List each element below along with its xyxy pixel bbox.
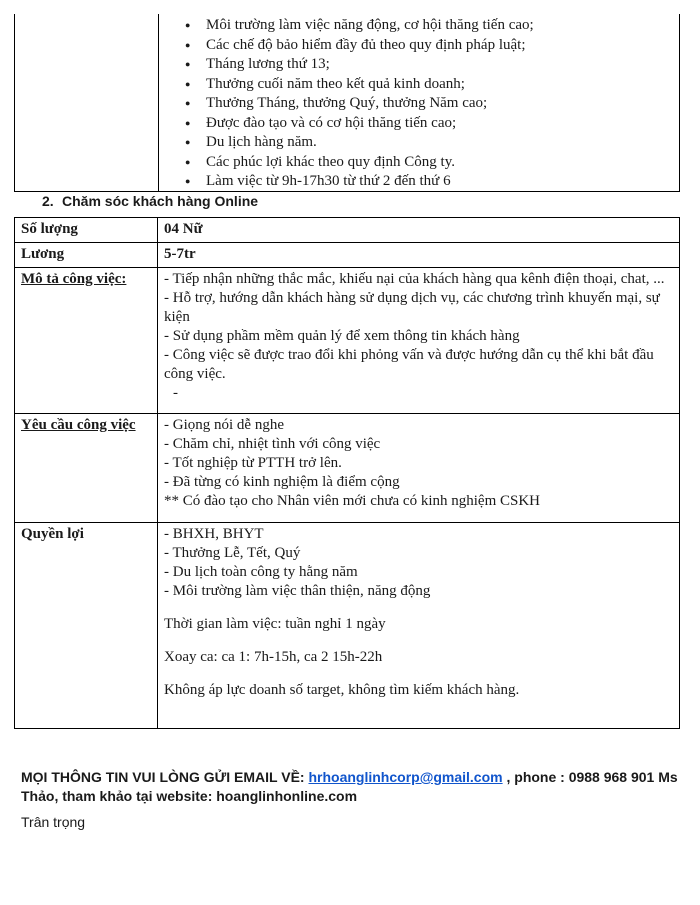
requirement-line: - Đã từng có kinh nghiệm là điểm cộng xyxy=(164,474,400,490)
closing-text: Trân trọng xyxy=(21,814,86,830)
requirement-line: - Tốt nghiệp từ PTTH trở lên. xyxy=(164,455,342,471)
requirement-line: - Chăm chỉ, nhiệt tình với công việc xyxy=(164,436,381,452)
benefit-line: - Thưởng Lễ, Tết, Quý xyxy=(164,545,301,561)
section-number: 2. xyxy=(42,193,54,209)
benefit-item: ● Làm việc từ 9h-17h30 từ thứ 2 đến thứ 6 xyxy=(158,172,534,192)
description-line: - Tiếp nhận những thắc mắc, khiếu nại của khách hàng qua kênh điện thoại, chat, ... xyxy=(164,271,665,287)
salary-value: 5-7tr xyxy=(158,243,680,268)
section-title: Chăm sóc khách hàng Online xyxy=(62,193,259,209)
table-row xyxy=(15,243,680,268)
table-row xyxy=(15,218,680,243)
benefits-label-cell xyxy=(15,14,159,191)
benefit-item: ● Được đào tạo và có cơ hội thăng tiến cao; xyxy=(158,114,534,134)
requirements-cell xyxy=(158,414,680,523)
benefits-label: Quyền lợi xyxy=(15,523,158,729)
shift-schedule: Xoay ca: ca 1: 7h-15h, ca 2 15h-22h xyxy=(164,649,383,665)
email-link[interactable]: hrhoanglinhcorp@gmail.com xyxy=(308,769,503,785)
description-line: - Hỗ trợ, hướng dẫn khách hàng sử dụng dịch vụ, các chương trình khuyến mại, sự kiện xyxy=(164,290,660,325)
benefit-item: ● Các chế độ bảo hiểm đầy đủ theo quy định pháp luật; xyxy=(158,36,534,56)
table-row xyxy=(15,523,680,729)
table-row xyxy=(15,268,680,414)
benefit-line: - Môi trường làm việc thân thiện, năng động xyxy=(164,583,431,599)
description-line: - Sử dụng phầm mềm quản lý để xem thông tin khách hàng xyxy=(164,328,520,344)
benefit-line: - Du lịch toàn công ty hằng năm xyxy=(164,564,358,580)
requirement-line: - Giọng nói dễ nghe xyxy=(164,417,284,433)
description-label-cell xyxy=(15,268,158,414)
quantity-label: Số lượng xyxy=(15,218,158,243)
benefits-list xyxy=(158,16,534,192)
section-heading xyxy=(42,193,258,209)
no-pressure-note: Không áp lực doanh số target, không tìm kiếm khách hàng. xyxy=(164,682,520,698)
benefit-item: ● Thưởng cuối năm theo kết quả kinh doanh; xyxy=(158,75,534,95)
contact-lead: MỌI THÔNG TIN VUI LÒNG GỬI EMAIL VỀ: xyxy=(21,769,309,785)
description-line: - xyxy=(173,385,178,401)
requirements-label-cell xyxy=(15,414,158,523)
contact-info xyxy=(21,768,691,806)
work-time: Thời gian làm việc: tuần nghỉ 1 ngày xyxy=(164,616,386,632)
salary-label: Lương xyxy=(15,243,158,268)
contact-rest: , phone : 0988 968 901 Ms Thảo, tham khảo tại website: hoanglinhonline.com xyxy=(21,769,678,804)
benefit-line: - BHXH, BHYT xyxy=(164,526,264,542)
description-cell xyxy=(158,268,680,414)
benefit-item: ● Tháng lương thứ 13; xyxy=(158,55,534,75)
description-line: - Công việc sẽ được trao đổi khi phỏng vấn và được hướng dẫn cụ thể khi bắt đầu công việc. xyxy=(164,347,654,382)
benefit-item: ● Thưởng Tháng, thưởng Quý, thưởng Năm cao; xyxy=(158,94,534,114)
table-row xyxy=(15,414,680,523)
description-label: Mô tả công việc: xyxy=(21,271,127,287)
benefits-table-continued xyxy=(14,14,680,192)
benefits-cell xyxy=(158,523,680,729)
job-details-table xyxy=(14,217,680,729)
quantity-value: 04 Nữ xyxy=(158,218,680,243)
benefit-item: ● Các phúc lợi khác theo quy định Công ty. xyxy=(158,153,534,173)
requirements-label: Yêu cầu công việc xyxy=(21,417,136,433)
benefit-item: ● Du lịch hàng năm. xyxy=(158,133,534,153)
requirement-line: ** Có đào tạo cho Nhân viên mới chưa có kinh nghiệm CSKH xyxy=(164,493,541,509)
benefit-item: ● Môi trường làm việc năng động, cơ hội thăng tiến cao; xyxy=(158,16,534,36)
